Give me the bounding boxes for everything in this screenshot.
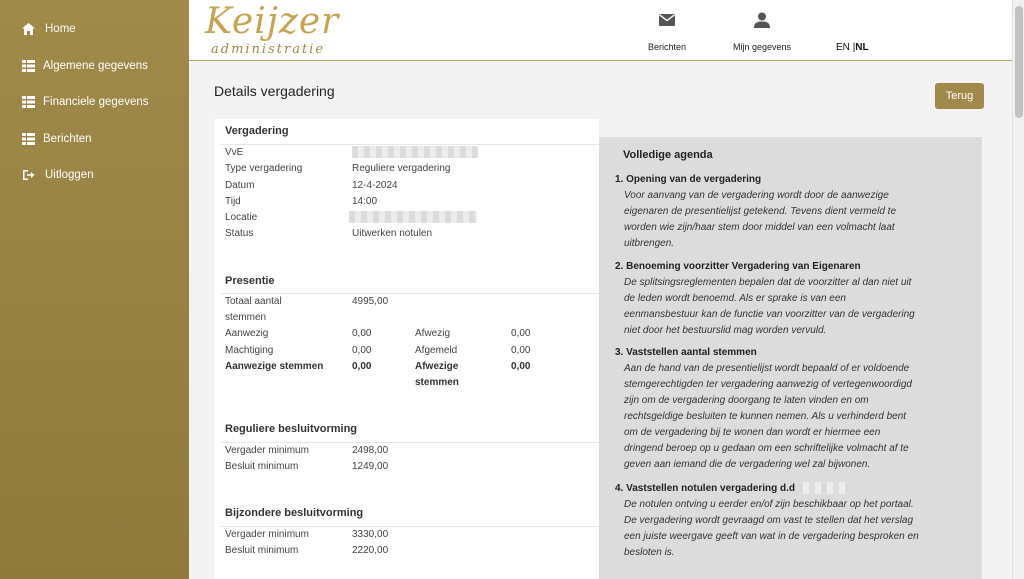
value-excused: 0,00 [511, 345, 531, 356]
value-type: Reguliere vergadering [352, 163, 451, 174]
label-excused: Afgemeld [415, 345, 458, 356]
value-time: 14:00 [352, 196, 378, 207]
sidebar-item-uitloggen[interactable] [0, 157, 189, 194]
label-type: Type vergadering [225, 163, 303, 174]
agenda-item-heading: 2. Benoeming voorzitter Vergadering van Eigenaren [615, 261, 861, 272]
label-special-min-meet: Vergader minimum [225, 529, 309, 540]
section-title-presentie: Presentie [225, 275, 275, 287]
meeting-details-panel [214, 119, 599, 579]
label-present-votes: Aanwezige stemmen [225, 361, 324, 372]
label-proxy: Machtiging [225, 345, 274, 356]
home-icon [21, 22, 35, 36]
label-date: Datum [225, 180, 255, 191]
label-absent: Afwezig [415, 328, 451, 339]
value-special-min-decide: 2220,00 [352, 545, 389, 556]
agenda-item-text: geven aan iemand die de vergadering wel zal bijwonen. [624, 459, 871, 470]
section-title-vergadering: Vergadering [225, 125, 289, 137]
agenda-item-text: eigenaren de presentielijst getekend. Tevens dient vermeld te [624, 206, 897, 217]
label-total-votes: Totaal aantal stemmen [225, 296, 282, 323]
section-title-bijzondere: Bijzondere besluitvorming [225, 507, 364, 519]
label-absent-votes: Afwezige stemmen [415, 361, 459, 388]
label-vve: VvE [225, 147, 244, 158]
agenda-panel [599, 137, 982, 579]
agenda-item-text: worden wie zijn/haar stem door middel van een volmacht laat [624, 222, 895, 233]
label-present: Aanwezig [225, 328, 269, 339]
agenda-item-heading: 3. Vaststellen aantal stemmen [615, 347, 757, 358]
agenda-item [615, 345, 965, 473]
label-time: Tijd [225, 196, 241, 207]
list-icon [21, 132, 35, 146]
sidebar-item-label: Home [45, 23, 76, 36]
agenda-item-text: een juiste weergave geeft van wat in de vergadering besproken en [624, 531, 919, 542]
agenda-item-text: dringend beroep op u gedaan om een schriftelijke volmacht af te [624, 443, 909, 454]
agenda-item-text: zijn om de vergadering doorgang te laten vinden en om [624, 395, 869, 406]
lang-nl-link[interactable]: NL [855, 42, 869, 53]
agenda-item-heading [615, 481, 965, 497]
list-icon [21, 95, 35, 109]
agenda-item [615, 481, 965, 561]
sidebar-item-label: Financiele gegevens [43, 96, 149, 109]
value-absent-votes: 0,00 [511, 361, 531, 372]
value-status: Uitwerken notulen [352, 228, 433, 239]
label-regular-min-meet: Vergader minimum [225, 445, 309, 456]
value-proxy: 0,00 [352, 345, 372, 356]
sidebar-item-home[interactable] [0, 11, 189, 48]
logo-subtitle: administratie [211, 42, 326, 57]
redacted-date [797, 482, 849, 494]
agenda-item-text: de leden wordt benoemd. Als er sprake is van een [624, 293, 846, 304]
sidebar-item-financiele-gegevens[interactable] [0, 84, 189, 121]
section-title-reguliere: Reguliere besluitvorming [225, 423, 358, 435]
sidebar-item-label: Uitloggen [45, 169, 94, 182]
language-switcher [836, 42, 869, 53]
agenda-item-text: De splitsingsreglementen bepalen dat de voorzitter al dan niet uit [624, 277, 912, 288]
lang-separator: | [852, 42, 856, 53]
agenda-item-text: om de vergadering bij te wonen dan wordt er hiermee een [624, 427, 881, 438]
label-location: Locatie [225, 212, 258, 223]
agenda-item-text: Voor aanvang van de vergadering wordt door de aanwezige [624, 190, 889, 201]
top-header [189, 0, 1012, 61]
agenda-item-text: Aan de hand van de presentielijst wordt bepaald of er voldoende [624, 363, 910, 374]
label-status: Status [225, 228, 254, 239]
value-total-votes: 4995,00 [352, 296, 389, 307]
envelope-icon [645, 8, 689, 32]
sidebar-item-label: Berichten [43, 132, 92, 145]
agenda-item-text: uitbrengen. [624, 238, 675, 249]
logout-icon [21, 168, 35, 182]
sidebar-item-berichten[interactable] [0, 121, 189, 158]
agenda-item [615, 259, 965, 339]
sidebar-item-algemene-gegevens[interactable] [0, 48, 189, 85]
back-button[interactable]: Terug [935, 83, 984, 109]
sidebar [0, 0, 189, 579]
agenda-item-text: besloten is. [624, 547, 675, 558]
profile-button[interactable] [729, 8, 795, 52]
agenda-item-text: rechtsgeldige besluiten te kunnen nemen. Als u verhinderd bent [624, 411, 907, 422]
agenda-item-text: stemgerechtigden ter vergadering aanwezig of vertegenwoordigd [624, 379, 912, 390]
value-date: 12-4-2024 [352, 180, 398, 191]
agenda-item-heading: 1. Opening van de vergadering [615, 174, 762, 185]
lang-en-link[interactable]: EN [836, 42, 850, 53]
value-regular-min-meet: 2498,00 [352, 445, 389, 456]
label-special-min-decide: Besluit minimum [225, 545, 299, 556]
page-title: Details vergadering [214, 83, 335, 99]
main-content [189, 61, 1012, 579]
messages-label: Berichten [647, 42, 687, 52]
agenda-item-heading-text: 4. Vaststellen notulen vergadering d.d [615, 483, 796, 494]
scrollbar-thumb[interactable] [1015, 6, 1023, 118]
agenda-item [615, 172, 965, 252]
messages-button[interactable] [645, 8, 689, 52]
list-icon [21, 59, 35, 73]
agenda-item-text: De notulen ontving u eerder en/of zijn beschikbaar op het portaal. [624, 499, 914, 510]
user-icon [729, 8, 795, 32]
keijzer-logo[interactable] [205, 2, 355, 58]
value-location-redacted [349, 210, 477, 226]
value-absent: 0,00 [511, 328, 531, 339]
value-present-votes: 0,00 [352, 361, 372, 372]
value-special-min-meet: 3330,00 [352, 529, 389, 540]
agenda-title: Volledige agenda [623, 149, 713, 161]
logo-wordmark: Keijzer [205, 1, 340, 42]
agenda-item-text: niet door het bestuurslid mag worden vervuld. [624, 325, 827, 336]
agenda-item-text: De vergadering wordt gevraagd om vast te stellen dat het verslag [624, 515, 914, 526]
agenda-item-text: eenmansbestuur kan de functie van voorzitter van de vergadering [624, 309, 915, 320]
page-scrollbar[interactable] [1012, 0, 1024, 579]
value-regular-min-decide: 1249,00 [352, 461, 389, 472]
sidebar-item-label: Algemene gegevens [43, 59, 148, 72]
value-vve-redacted [352, 145, 478, 161]
value-present: 0,00 [352, 328, 372, 339]
profile-label: Mijn gegevens [732, 42, 792, 52]
label-regular-min-decide: Besluit minimum [225, 461, 299, 472]
